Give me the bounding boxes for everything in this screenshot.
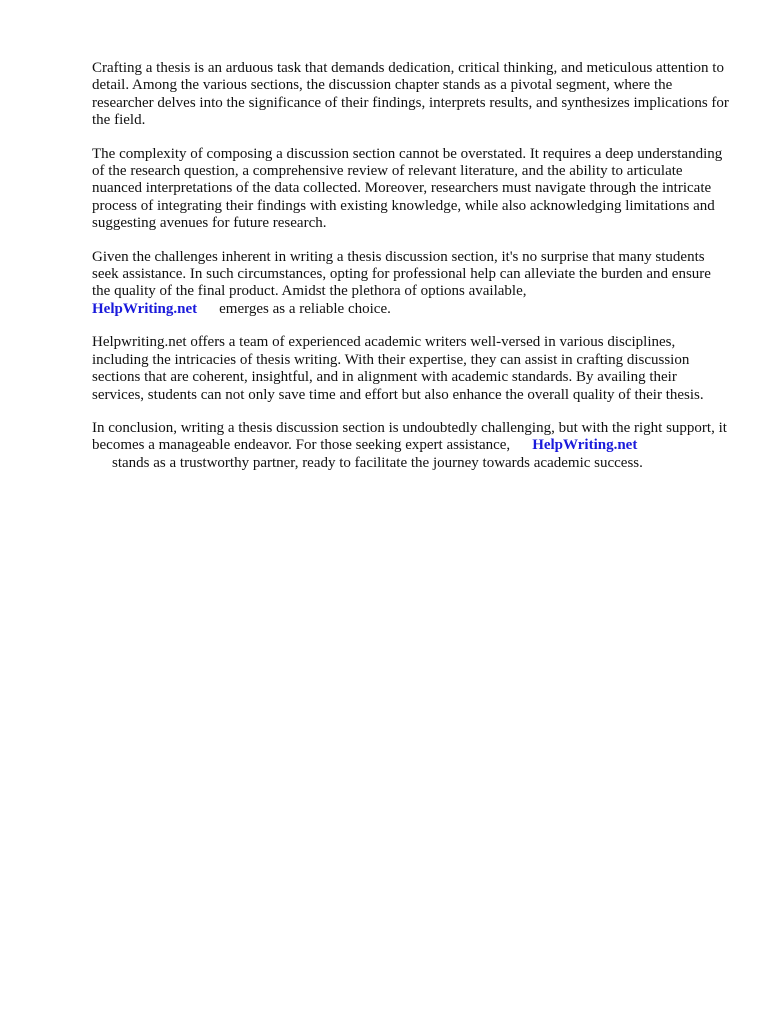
helpwriting-link[interactable]: HelpWriting.net bbox=[92, 300, 198, 317]
paragraph-conclusion bbox=[92, 420, 732, 472]
document-body bbox=[92, 60, 732, 488]
paragraph-intro: Crafting a thesis is an arduous task that demands dedication, critical thinking, and meticulous attention to detail. Among the various sections, the discussion chapter stands as a pivotal segment, where the researcher delves into the significance of their findings, interprets results, and synthesizes implications for the field. bbox=[92, 60, 729, 129]
paragraph-conclusion-tail: stands as a trustworthy partner, ready to facilitate the journey towards academic success. bbox=[112, 454, 643, 471]
paragraph-conclusion-text: In conclusion, writing a thesis discussion section is undoubtedly challenging, but with the right support, it becomes a manageable endeavor. For those seeking expert assistance, bbox=[92, 419, 727, 454]
paragraph-challenges-tail: emerges as a reliable choice. bbox=[219, 300, 391, 317]
paragraph-challenges bbox=[92, 249, 732, 319]
helpwriting-link[interactable]: HelpWriting.net bbox=[532, 437, 638, 454]
paragraph-complexity: The complexity of composing a discussion section cannot be overstated. It requires a deep understanding of the research question, a comprehensive review of relevant literature, and the ability to articulate nuanced interpretations of the data collected. Moreover, researchers must navigate through the intricate process of integrating their findings with existing knowledge, while also acknowledging limitations and suggesting avenues for future research. bbox=[92, 145, 723, 232]
paragraph-helpwriting: Helpwriting.net offers a team of experienced academic writers well-versed in various disciplines, including the intricacies of thesis writing. With their expertise, they can assist in crafting discussion sections that are coherent, insightful, and in alignment with academic standards. By availing their services, students can not only save time and effort but also enhance the overall quality of their thesis. bbox=[92, 334, 704, 403]
paragraph-challenges-text: Given the challenges inherent in writing a thesis discussion section, it's no surprise that many students seek assistance. In such circumstances, opting for professional help can alleviate the burden and ensure the quality of the final product. Amidst the plethora of options available, bbox=[92, 248, 711, 300]
